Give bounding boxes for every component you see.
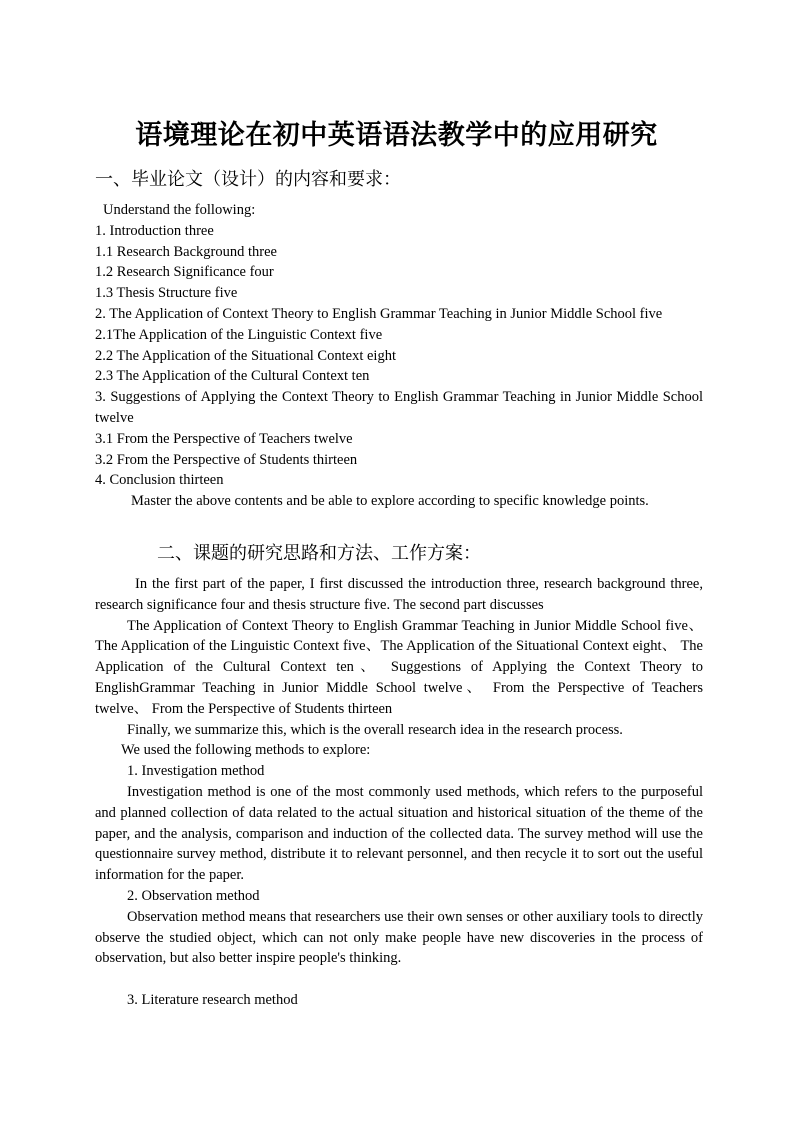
body-paragraph: Investigation method is one of the most commonly used methods, which refers to the purposeful and planned collection of data related to the actual situation and historical situation of the theme of the paper, and the analysis, comparison and induction of the collected data. The survey method will use the questionnaire survey method, distribute it to relevant personnel, and then recycle it to sort out the useful information for the paper. [95,783,703,884]
toc-item: 2. The Application of Context Theory to English Grammar Teaching in Junior Middle School five [95,305,663,322]
toc-item: 3. Suggestions of Applying the Context Theory to English Grammar Teaching in Junior Middle School twelve [95,389,703,426]
method-heading: 1. Investigation method [127,763,265,780]
toc-item: 1.2 Research Significance four [95,264,274,281]
document-title: 语境理论在初中英语语法教学中的应用研究 [135,120,658,151]
toc-item: 3.1 From the Perspective of Teachers twelve [95,430,353,447]
blank-line [95,969,703,990]
closing-line: Master the above contents and be able to explore according to specific knowledge points. [131,493,649,510]
toc-item: 1.3 Thesis Structure five [95,285,238,302]
section-heading-content-requirements: 一、毕业论文（设计）的内容和要求： [95,169,401,190]
toc-item: 2.1The Application of the Linguistic Context five [95,326,383,343]
method-heading: 2. Observation method [127,887,260,904]
toc-item: 4. Conclusion thirteen [95,472,224,489]
method-heading: 3. Literature research method [127,991,298,1008]
body-paragraph: The Application of Context Theory to English Grammar Teaching in Junior Middle School five、The Application of the Linguistic Context five、The Application of the Situational Context eight、 The Application of the Cultural Context ten、 Suggestions of Applying the Context Theory to EnglishGrammar Teaching in Junior Middle School twelve、 From the Perspective of Teachers twelve、 From the Perspective of Students thirteen [95,617,703,717]
section-content-requirements [95,200,703,512]
toc-item: 2.3 The Application of the Cultural Context ten [95,368,370,385]
intro-line: Understand the following: [103,202,256,218]
toc-item: 2.2 The Application of the Situational Context eight [95,347,396,364]
body-paragraph: Observation method means that researchers use their own senses or other auxiliary tools to directly observe the studied object, which can not only make people have new discoveries in the process of observation, but also better inspire people's thinking. [95,908,703,967]
toc-item: 3.2 From the Perspective of Students thirteen [95,451,358,468]
body-paragraph: We used the following methods to explore: [121,742,371,759]
body-paragraph: In the first part of the paper, I first discussed the introduction three, research background three, research significance four and thesis structure five. The second part discusses [95,576,703,613]
toc-item: 1.1 Research Background three [95,243,277,260]
section-heading-research-approach: 二、课题的研究思路和方法、工作方案： [157,543,481,564]
section-research-approach [95,574,703,1011]
body-paragraph: Finally, we summarize this, which is the overall research idea in the research process. [127,721,623,738]
toc-item: 1. Introduction three [95,222,214,239]
